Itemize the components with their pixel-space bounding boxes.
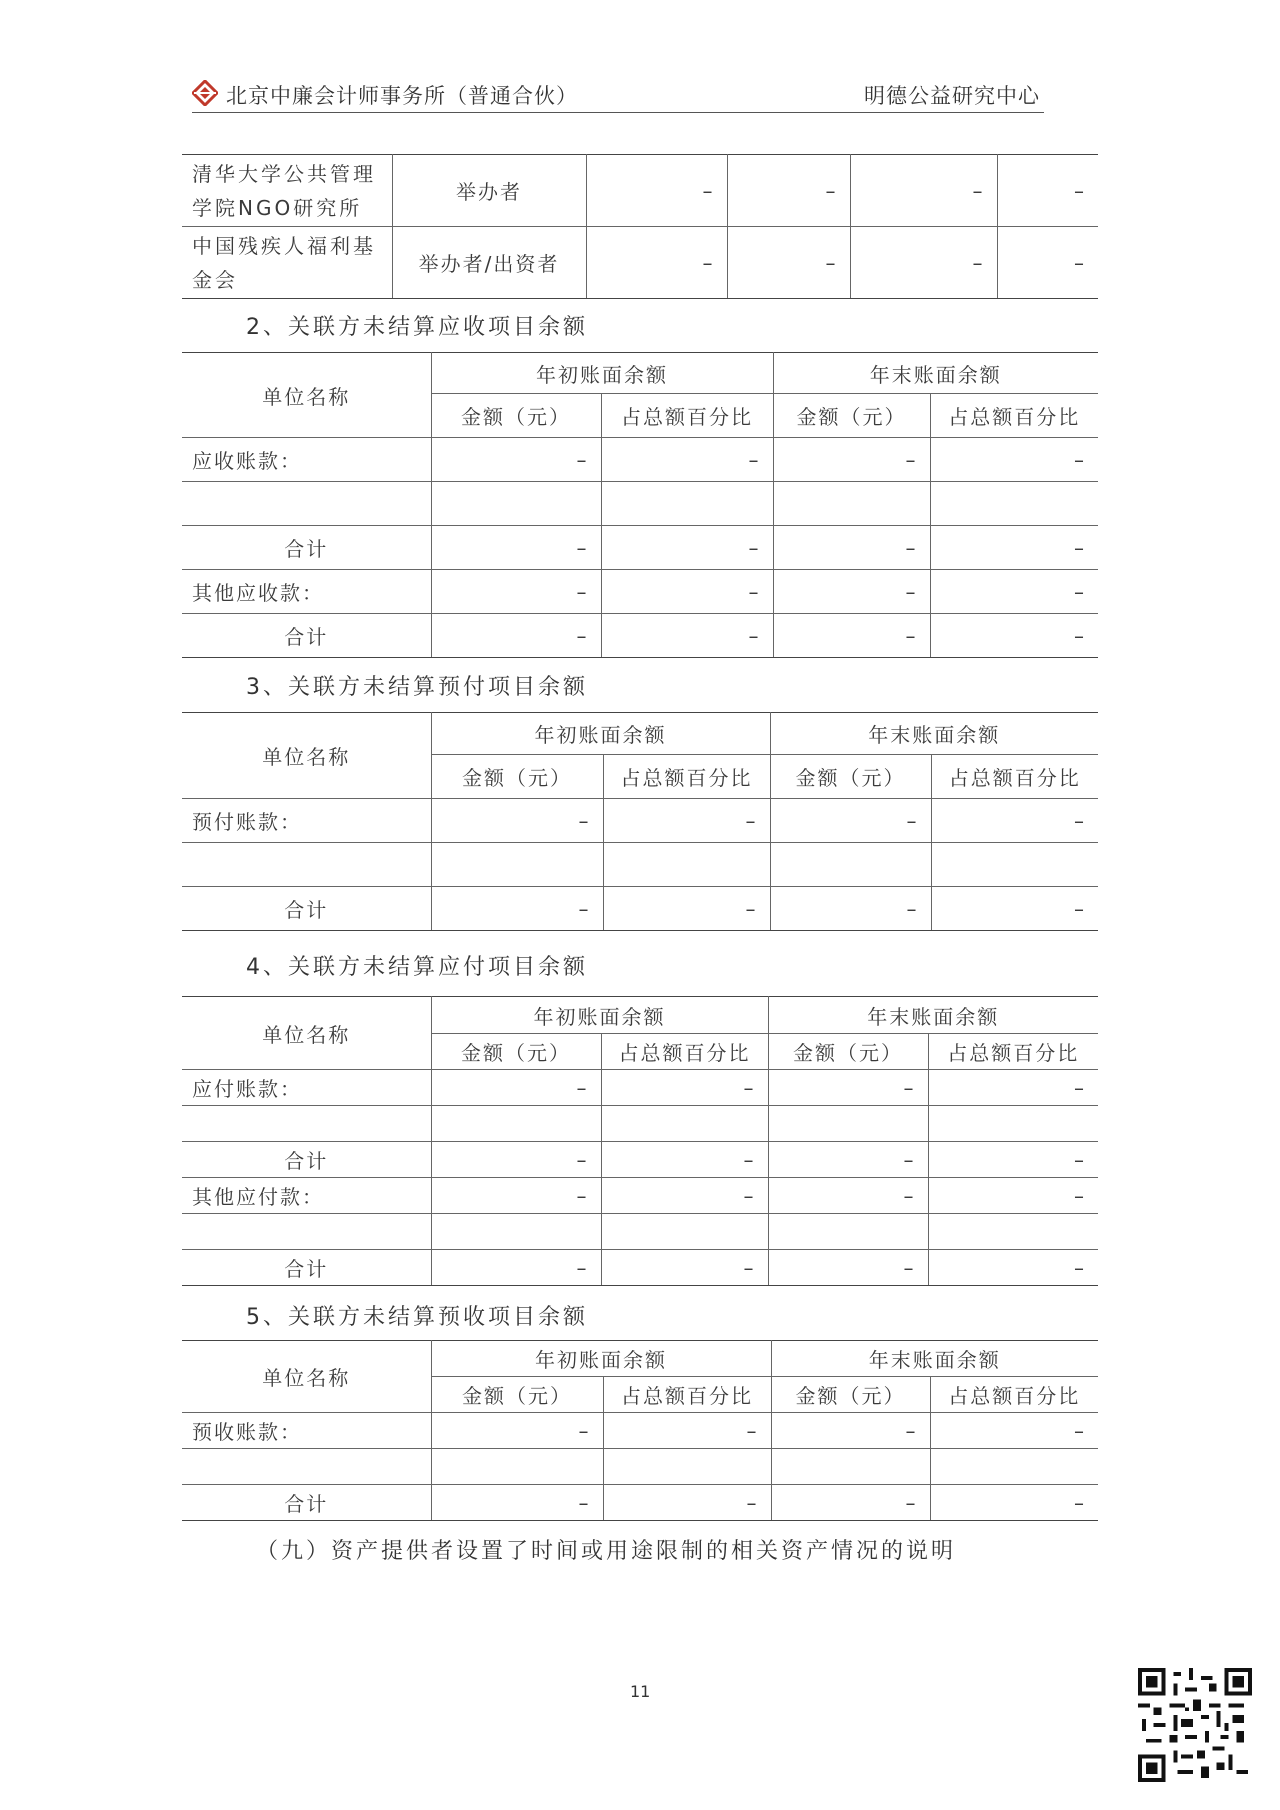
value-cell [930,482,1098,526]
section-9-heading: （九）资产提供者设置了时间或用途限制的相关资产情况的说明 [256,1539,957,1564]
col-percent: 占总额百分比 [931,755,1098,799]
row-label: 合计 [182,1250,431,1286]
value-cell: – [928,1178,1098,1214]
table-row [182,887,1098,931]
value-cell: – [601,526,773,570]
row-label [182,482,431,526]
value-cell: – [601,438,773,482]
row-label: 合计 [182,1142,431,1178]
value-cell: – [768,1250,928,1286]
value-cell: – [931,799,1098,843]
row-label: 其他应付款： [182,1178,431,1214]
page-number: 11 [630,1682,651,1701]
col-end-balance: 年末账面余额 [773,353,1098,394]
value-cell: – [431,526,601,570]
value-cell: – [997,227,1098,299]
row-label: 应收账款： [182,438,431,482]
section-2-title: 2、关联方未结算应收项目余额 [246,315,588,340]
col-end-balance: 年末账面余额 [770,713,1098,755]
value-cell: – [431,1250,601,1286]
value-cell: – [601,1070,768,1106]
related-party-table [182,154,1098,299]
value-cell: – [930,438,1098,482]
table-row [182,1250,1098,1286]
value-cell: – [601,1250,768,1286]
value-cell: – [771,1413,930,1449]
col-amount: 金额（元） [431,1377,603,1413]
value-cell [768,1106,928,1142]
value-cell [431,1214,601,1250]
value-cell [601,1106,768,1142]
col-begin-balance: 年初账面余额 [431,713,770,755]
table-row [182,843,1098,887]
col-amount: 金额（元） [431,1034,601,1070]
col-percent: 占总额百分比 [930,394,1098,438]
party-relation: 举办者 [392,155,586,227]
col-amount: 金额（元） [768,1034,928,1070]
value-cell: – [768,1142,928,1178]
col-begin-balance: 年初账面余额 [431,1341,771,1377]
value-cell: – [603,799,770,843]
table-header-row [182,997,1098,1034]
value-cell: – [431,799,603,843]
value-cell: – [773,614,930,658]
value-cell: – [773,570,930,614]
value-cell: – [727,227,850,299]
row-label: 应付账款： [182,1070,431,1106]
value-cell [773,482,930,526]
value-cell [931,843,1098,887]
col-begin-balance: 年初账面余额 [431,997,768,1034]
value-cell [431,1106,601,1142]
value-cell: – [768,1070,928,1106]
col-percent: 占总额百分比 [928,1034,1098,1070]
section-3-title: 3、关联方未结算预付项目余额 [246,675,588,700]
value-cell [431,843,603,887]
value-cell: – [431,570,601,614]
col-unit-name: 单位名称 [182,1341,431,1413]
value-cell: – [850,227,997,299]
value-cell: – [601,1178,768,1214]
table-row [182,1142,1098,1178]
table-row [182,614,1098,658]
col-amount: 金额（元） [773,394,930,438]
organization-name: 明德公益研究中心 [864,84,1040,108]
value-cell: – [930,1413,1098,1449]
row-label [182,1449,431,1485]
advances-received-table [182,1340,1098,1521]
col-unit-name: 单位名称 [182,997,431,1070]
value-cell: – [601,614,773,658]
col-percent: 占总额百分比 [930,1377,1098,1413]
col-amount: 金额（元） [431,394,601,438]
party-name: 清华大学公共管理学院NGO研究所 [182,155,392,227]
value-cell: – [928,1250,1098,1286]
table-row [182,1106,1098,1142]
receivables-table [182,352,1098,658]
value-cell: – [603,1485,771,1521]
value-cell [770,843,931,887]
table-row [182,155,1098,227]
value-cell: – [431,438,601,482]
section-4-title: 4、关联方未结算应付项目余额 [246,955,588,980]
table-header-row [182,1341,1098,1377]
col-percent: 占总额百分比 [603,1377,771,1413]
value-cell: – [601,570,773,614]
col-end-balance: 年末账面余额 [768,997,1098,1034]
table-row [182,1485,1098,1521]
party-name: 中国残疾人福利基金会 [182,227,392,299]
value-cell: – [930,1485,1098,1521]
row-label: 合计 [182,526,431,570]
value-cell [601,482,773,526]
value-cell [771,1449,930,1485]
payables-table [182,996,1098,1286]
table-row [182,482,1098,526]
table-row [182,570,1098,614]
col-percent: 占总额百分比 [601,1034,768,1070]
value-cell [601,1214,768,1250]
value-cell: – [930,526,1098,570]
value-cell [431,1449,603,1485]
value-cell: – [930,570,1098,614]
col-percent: 占总额百分比 [603,755,770,799]
col-begin-balance: 年初账面余额 [431,353,773,394]
col-unit-name: 单位名称 [182,353,431,438]
col-amount: 金额（元） [770,755,931,799]
value-cell: – [431,614,601,658]
col-amount: 金额（元） [431,755,603,799]
value-cell: – [586,155,727,227]
row-label: 预收账款： [182,1413,431,1449]
row-label [182,1106,431,1142]
value-cell: – [431,1178,601,1214]
value-cell [928,1106,1098,1142]
col-unit-name: 单位名称 [182,713,431,799]
value-cell: – [773,438,930,482]
value-cell: – [928,1070,1098,1106]
value-cell: – [770,799,931,843]
value-cell: – [431,887,603,931]
value-cell [603,843,770,887]
value-cell [431,482,601,526]
table-row [182,526,1098,570]
value-cell: – [928,1142,1098,1178]
table-row [182,1070,1098,1106]
col-end-balance: 年末账面余额 [771,1341,1098,1377]
table-row [182,438,1098,482]
table-row [182,227,1098,299]
value-cell: – [431,1070,601,1106]
value-cell [930,1449,1098,1485]
table-header-row [182,713,1098,755]
value-cell: – [997,155,1098,227]
value-cell: – [431,1413,603,1449]
row-label [182,1214,431,1250]
row-label: 其他应收款： [182,570,431,614]
table-header-row [182,353,1098,394]
table-row [182,1449,1098,1485]
table-row [182,1413,1098,1449]
qr-code-icon[interactable] [1138,1668,1252,1782]
section-5-title: 5、关联方未结算预收项目余额 [246,1305,588,1330]
value-cell: – [773,526,930,570]
value-cell: – [931,887,1098,931]
value-cell: – [431,1485,603,1521]
value-cell: – [930,614,1098,658]
row-label: 合计 [182,887,431,931]
value-cell: – [431,1142,601,1178]
table-row [182,1214,1098,1250]
row-label: 合计 [182,614,431,658]
value-cell [603,1449,771,1485]
value-cell: – [603,887,770,931]
value-cell: – [727,155,850,227]
value-cell [768,1214,928,1250]
value-cell: – [586,227,727,299]
row-label: 合计 [182,1485,431,1521]
value-cell [928,1214,1098,1250]
firm-name: 北京中廉会计师事务所（普通合伙） [226,84,578,108]
row-label [182,843,431,887]
value-cell: – [768,1178,928,1214]
row-label: 预付账款： [182,799,431,843]
prepayments-table [182,712,1098,931]
party-relation: 举办者/出资者 [392,227,586,299]
col-amount: 金额（元） [771,1377,930,1413]
col-percent: 占总额百分比 [601,394,773,438]
firm-logo-icon [192,80,218,106]
value-cell: – [770,887,931,931]
value-cell: – [603,1413,771,1449]
table-row [182,799,1098,843]
value-cell: – [771,1485,930,1521]
value-cell: – [601,1142,768,1178]
value-cell: – [850,155,997,227]
table-row [182,1178,1098,1214]
page-header [192,76,1044,113]
